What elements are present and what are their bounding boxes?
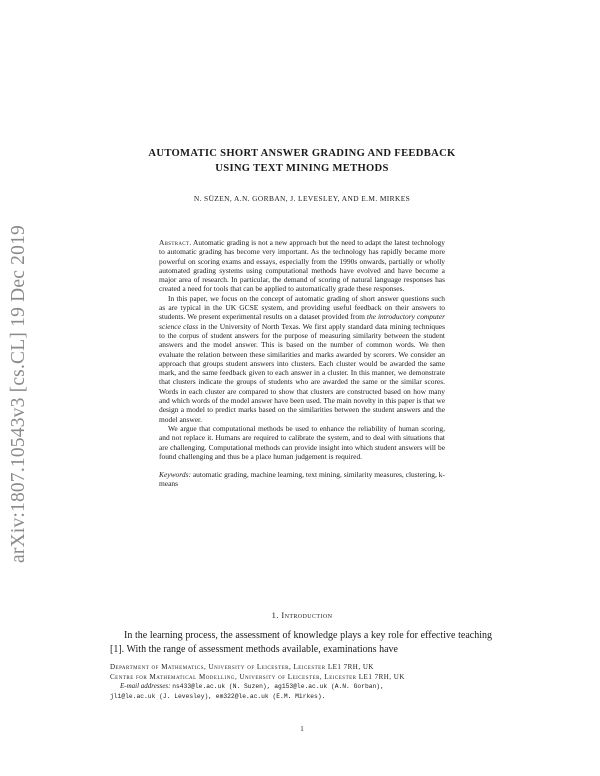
keywords [159, 470, 445, 489]
abstract-text-1: Automatic grading is not a new approach but the need to adapt the latest technology to automatic grading has become very important. As the technology has rapidly became more powerful on scoring exams and essays, especially from the 1990s onwards, partially or wholly automated grading systems using computational methods have evolved and have become a major area of research. In particular, the demand of scoring of natural language responses has created a need for tools that can be applied to automatically grade these responses. [159, 238, 445, 294]
title-line-2: USING TEXT MINING METHODS [215, 163, 389, 174]
emails-2: jl1@le.ac.uk (J. Levesley), em322@le.ac.uk (E.M. Mirkes). [110, 692, 326, 700]
arxiv-identifier: arXiv:1807.10543v3 [cs.CL] 19 Dec 2019 [8, 225, 29, 563]
emails-1: ns433@le.ac.uk (N. Suzen), ag153@le.ac.uk (A.N. Gorban), [172, 683, 384, 691]
abstract-text-2b: in the University of North Texas. We first apply standard data mining techniques to the corpus of student answers for the purpose of measuring similarity between the student answers and the model answer. This is based on the number of common words. We then evaluate the relation between these similarities and marks awarded by scorers. We consider an approach that groups student answers into clusters. Each cluster would be awarded the same mark, and the same feedback given to each answer in a cluster. In this manner, we demonstrate that clusters indicate the groups of students who are awarded the same or the similar scores. Words in each cluster are compared to show that clusters are constructed based on how many and which words of the model answer have been used. The main novelty in this paper is that we design a model to predict marks based on the similarities between the student answers and the model answer. [159, 321, 445, 424]
keywords-text: automatic grading, machine learning, text mining, similarity measures, clustering, k-means [159, 470, 445, 489]
email-line-2 [110, 692, 494, 702]
abstract [159, 238, 445, 489]
abstract-paragraph-1 [159, 238, 445, 294]
email-line-1 [110, 682, 494, 692]
abstract-paragraph-2 [159, 294, 445, 424]
affiliation-2: Centre for Mathematical Modelling, University of Leicester, Leicester LE1 7RH, UK [110, 672, 405, 681]
abstract-paragraph-3: We argue that computational methods be used to enhance the reliability of human scoring, and not replace it. Humans are required to calibrate the system, and to deal with situations that are challenging. Computational methods can provide insight into which student answers will be found challenging and thus be a place human judgement is required. [159, 423, 445, 461]
abstract-emphasis: the introductory computer science class [159, 312, 445, 331]
abstract-label: Abstract. [159, 238, 192, 247]
abstract-text-2a: In this paper, we focus on the concept of automatic grading of short answer questions such as are typical in the UK GCSE system, and providing useful feedback on their answers to students. We present experimental results on a dataset provided from [159, 293, 445, 322]
arxiv-stamp [8, 204, 30, 584]
page-number: 1 [300, 725, 304, 733]
section-heading: 1. Introduction [271, 610, 333, 620]
introduction-text: In the learning process, the assessment of knowledge plays a key role for effective teaching [1]. With the range of assessment methods available, examinations have [110, 630, 492, 655]
keywords-label: Keywords: [159, 470, 191, 480]
title-line-1: AUTOMATIC SHORT ANSWER GRADING AND FEEDBACK [148, 148, 456, 159]
paper-title [110, 146, 494, 176]
affiliations-footnote [110, 663, 494, 701]
email-label: E-mail addresses: [120, 682, 171, 691]
author-list: N. SÜZEN, A.N. GORBAN, J. LEVESLEY, AND E.M. MIRKES [193, 194, 411, 203]
affiliation-1: Department of Mathematics, University of Leicester, Leicester LE1 7RH, UK [110, 663, 374, 671]
